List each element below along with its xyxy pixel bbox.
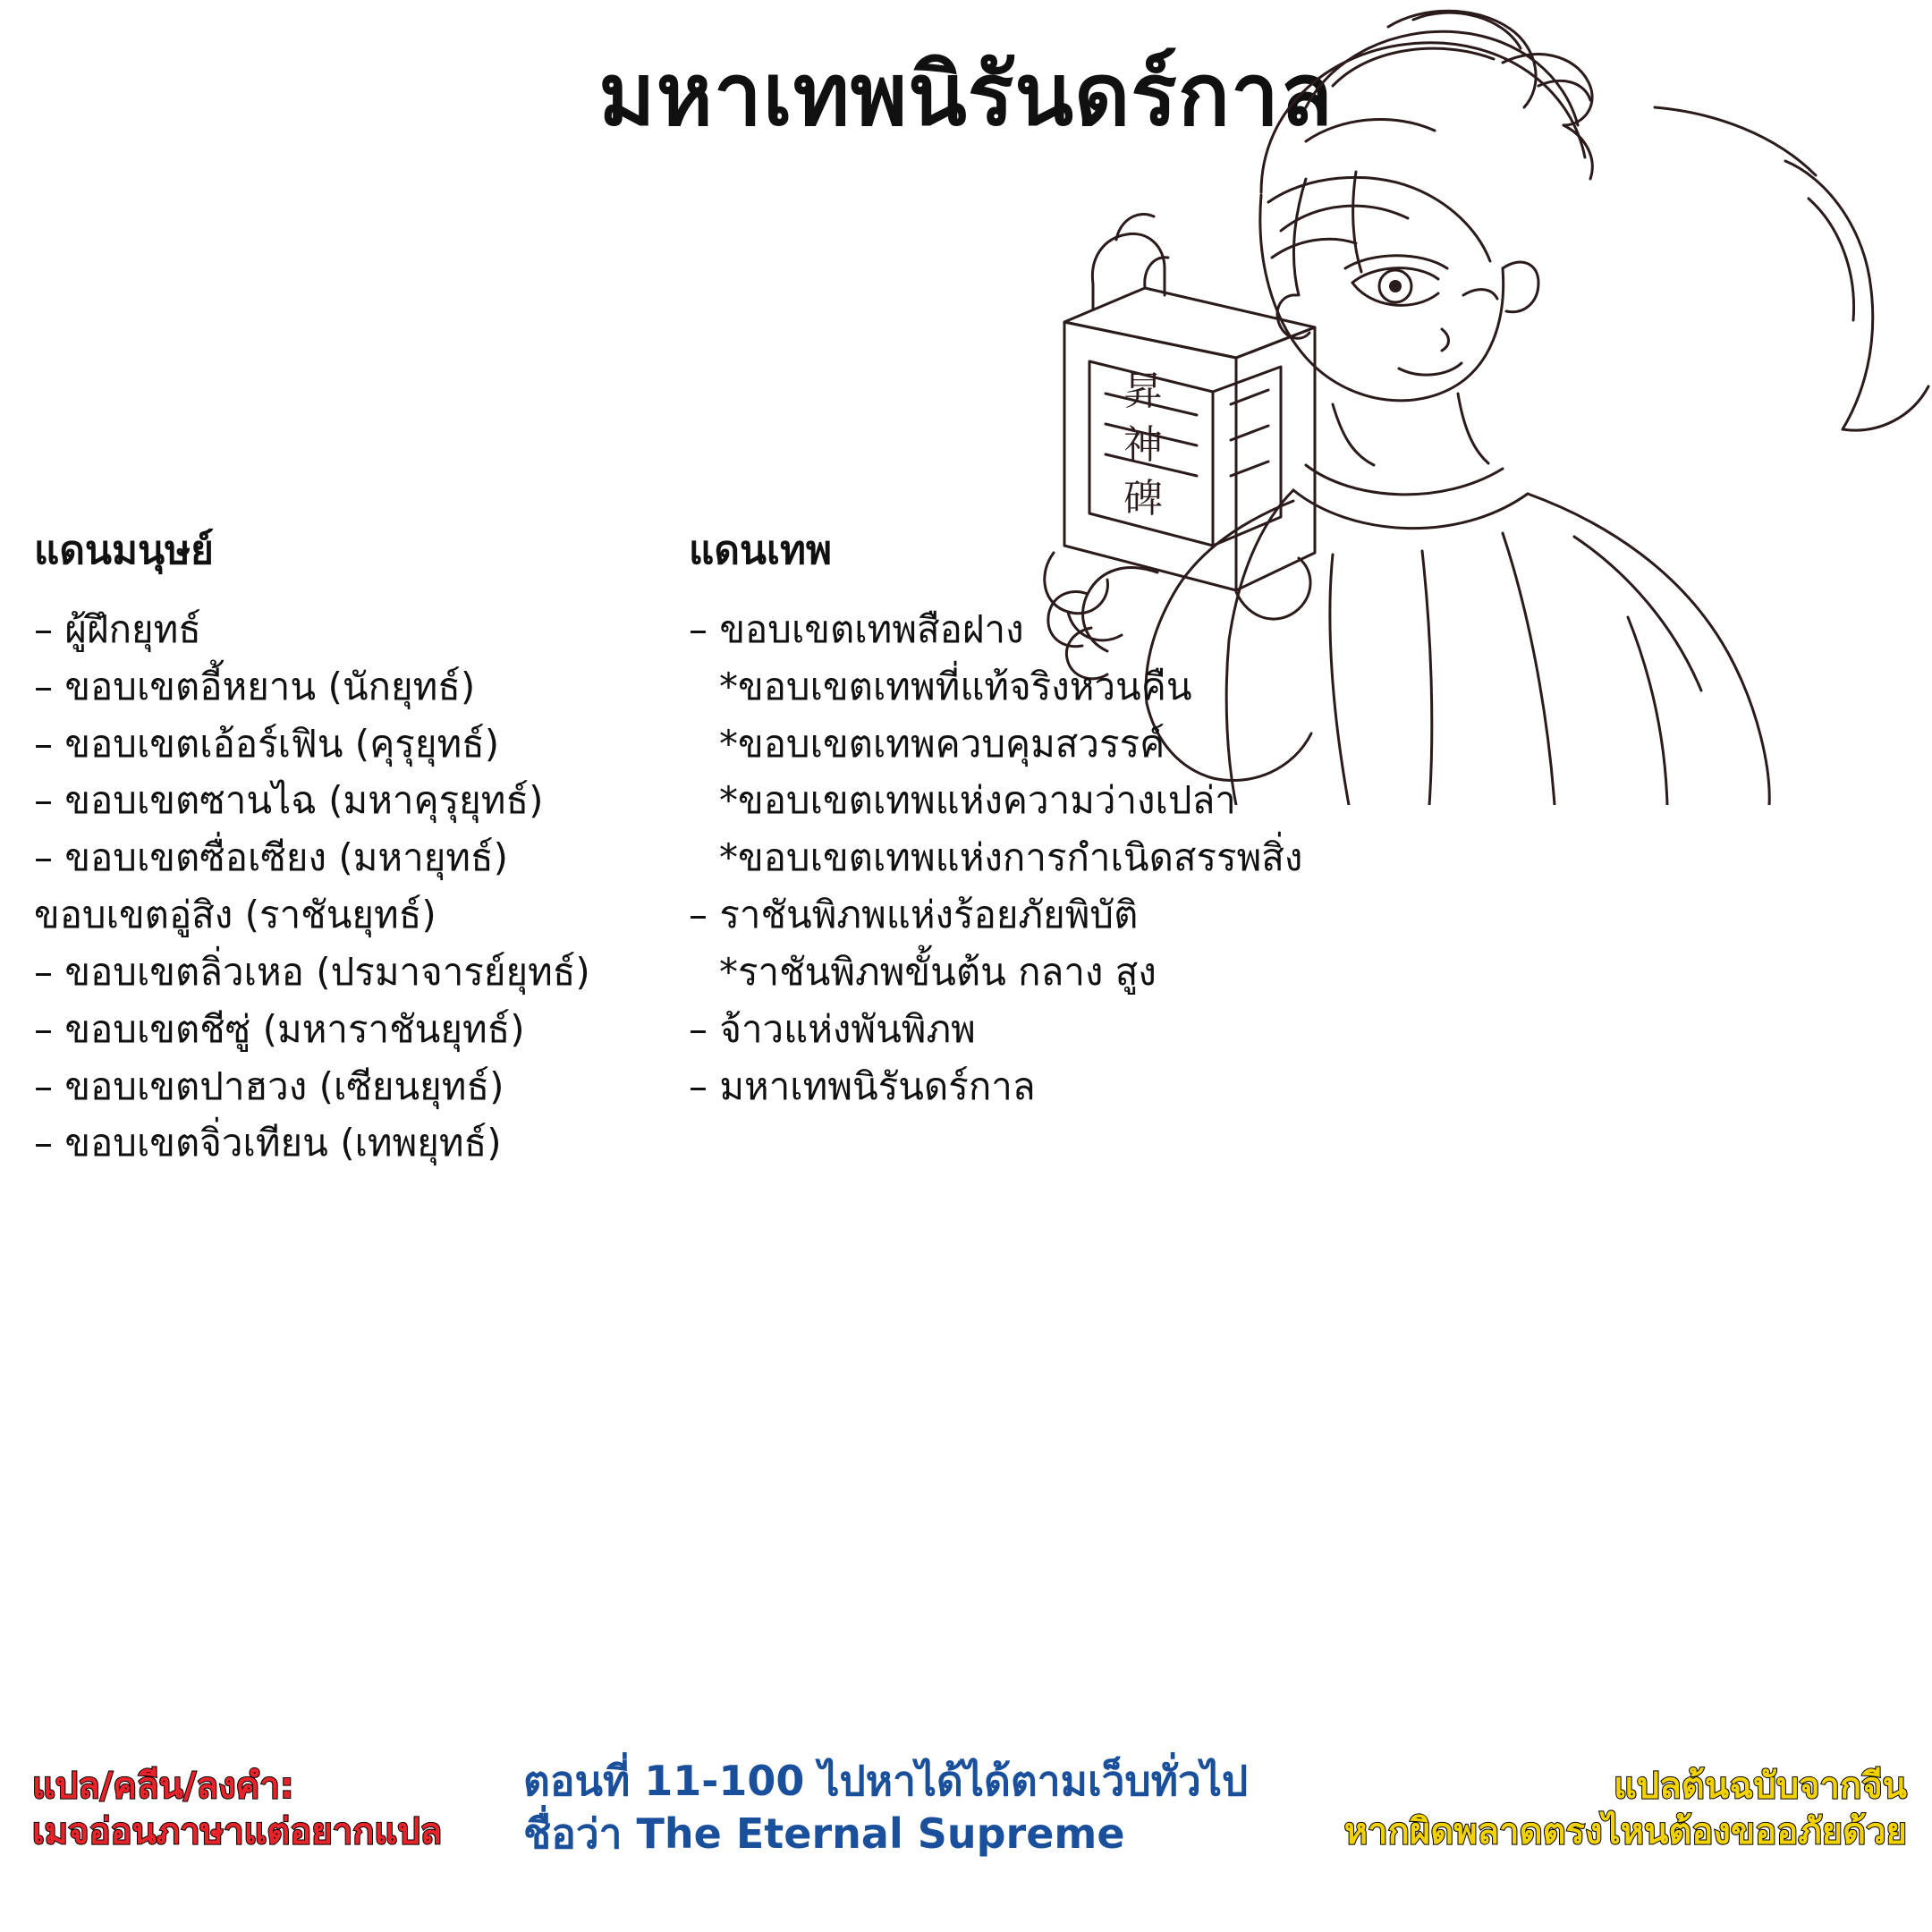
rank-list-human	[34, 601, 696, 1172]
svg-text:昇: 昇	[1123, 369, 1163, 414]
list-item: – ขอบเขตเทพสือฝาง	[689, 607, 1024, 651]
page-title: มหาเทพนิรันดร์กาล	[598, 45, 1334, 145]
column-human-realm	[34, 519, 696, 1172]
list-item: ขอบเขตอู่สิง (ราชันยุทธ์)	[34, 893, 436, 937]
list-item: – ขอบเขตเอ้อร์เฟิน (คุรุยุทธ์)	[34, 721, 500, 766]
credit-source-line2: หากผิดพลาดตรงไหนต้องขออภัยด้วย	[1343, 1811, 1907, 1853]
list-item: *ขอบเขตเทพควบคุมสวรรค์	[719, 721, 1165, 766]
list-item: – ขอบเขตลิ่วเหอ (ปรมาจารย์ยุทธ์)	[34, 949, 590, 994]
svg-text:碑: 碑	[1123, 476, 1163, 521]
credit-chapter-line2: ชื่อว่า The Eternal Supreme	[523, 1809, 1125, 1858]
list-item: *ขอบเขตเทพแห่งการกำเนิดสรรพสิ่ง	[719, 835, 1303, 880]
column-heading-god: แดนเทพ	[689, 528, 833, 573]
list-item: – ราชันพิภพแห่งร้อยภัยพิบัติ	[689, 893, 1139, 937]
list-item: – ขอบเขตซานไฉ (มหาคุรุยุทธ์)	[34, 778, 544, 823]
list-item: – ขอบเขตซื่อเซียง (มหายุทธ์)	[34, 835, 509, 880]
svg-text:神: 神	[1123, 422, 1163, 468]
credit-chapter-info	[523, 1755, 1248, 1860]
column-heading-human: แดนมนุษย์	[34, 528, 214, 573]
credit-chapter-line1: ตอนที่ 11-100 ไปหาได้ได้ตามเว็บทั่วไป	[523, 1757, 1249, 1805]
credit-translator	[32, 1764, 442, 1855]
list-item: *ขอบเขตเทพแห่งความว่างเปล่า	[719, 778, 1236, 823]
credit-source	[1344, 1764, 1907, 1855]
list-item: – มหาเทพนิรันดร์กาล	[689, 1063, 1036, 1108]
rank-list-god	[689, 601, 1494, 1114]
list-item: *ขอบเขตเทพที่แท้จริงหวนคืน	[719, 664, 1192, 708]
list-item: – ขอบเขตจิ่วเทียน (เทพยุทธ์)	[34, 1121, 502, 1165]
credit-translator-line2: เมจอ่อนภาษาแต่อยากแปล	[32, 1811, 443, 1853]
column-god-realm	[689, 519, 1494, 1114]
list-item: *ราชันพิภพขั้นต้น กลาง สูง	[719, 949, 1157, 994]
list-item: – ขอบเขตชีซู่ (มหาราชันยุทธ์)	[34, 1006, 525, 1051]
credit-translator-line1: แปล/คลีน/ลงคำ:	[32, 1766, 294, 1807]
list-item: – ขอบเขตปาฮวง (เซียนยุทธ์)	[34, 1063, 504, 1108]
credit-source-line1: แปลต้นฉบับจากจีน	[1614, 1766, 1907, 1807]
footer-credits	[0, 1730, 1932, 1900]
list-item: – จ้าวแห่งพันพิภพ	[689, 1006, 976, 1051]
list-item: – ขอบเขตอี้หยาน (นักยุทธ์)	[34, 664, 476, 708]
list-item: – ผู้ฝึกยุทธ์	[34, 607, 201, 651]
